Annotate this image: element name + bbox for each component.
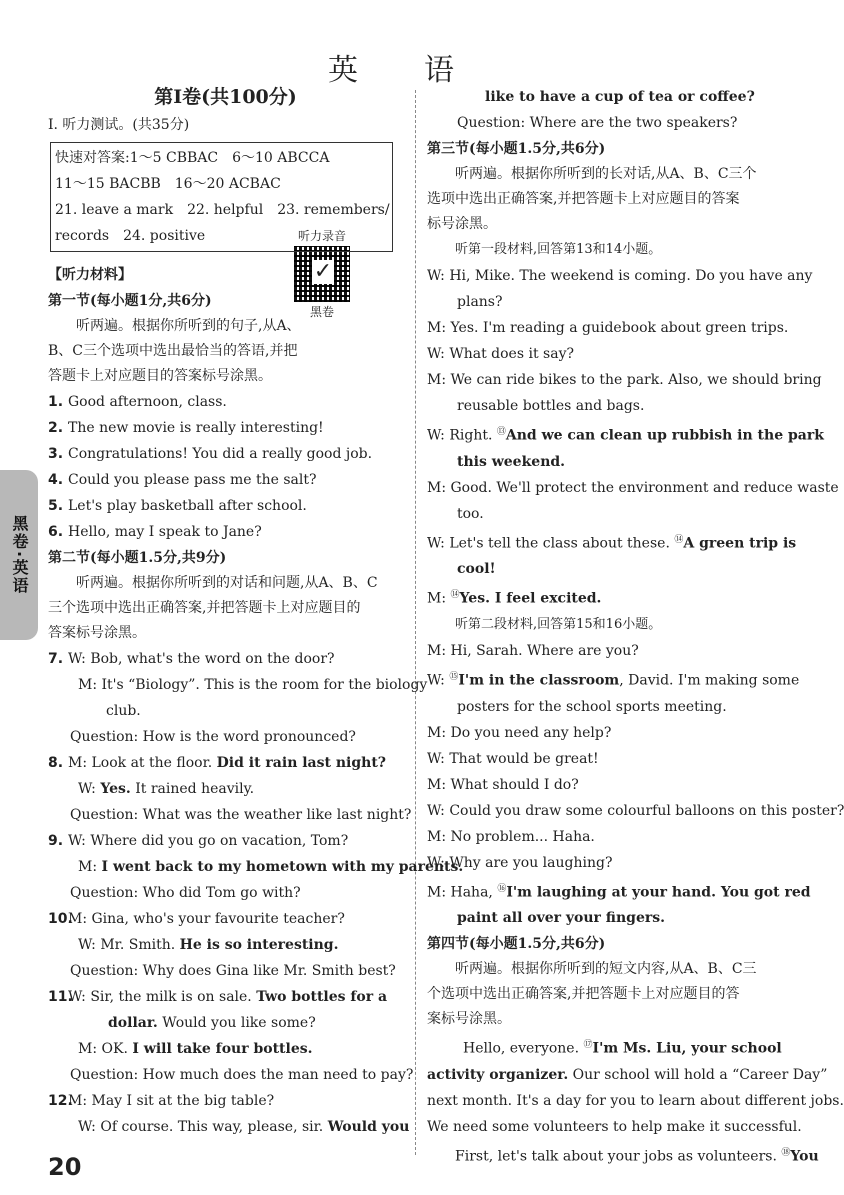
list-item (48, 493, 403, 519)
item-text: The new movie is really interesting! (68, 420, 324, 436)
dialog-line: club. (106, 703, 141, 719)
question-line: Question: What was the weather like last night? (70, 807, 412, 823)
column-divider (415, 90, 416, 1155)
instruction-line: 答案标号涂黑。 (48, 625, 146, 641)
item-text: Good afternoon, class. (68, 394, 227, 410)
dialog-line: posters for the school sports meeting. (457, 698, 727, 715)
dialog-line: M: No problem... Haha. (427, 828, 595, 845)
item-number: 2. (48, 420, 64, 436)
dialog-line: this weekend. (457, 453, 566, 470)
dialog-line (48, 646, 403, 672)
passage-line: Hello, everyone. ⑰I'm Ms. Liu, your school (463, 1040, 782, 1057)
item-number: 11. (48, 989, 73, 1005)
dialog-line: W: Hi, Mike. The weekend is coming. Do you have any (427, 268, 813, 284)
dialog-line: cool! (457, 561, 496, 578)
item-number: 9. (48, 833, 64, 849)
right-column (427, 84, 844, 1170)
instruction-line: 听两遍。根据你所听到的长对话,从A、B、C三个 (455, 166, 757, 182)
page-title: 英 语 (328, 53, 472, 88)
item-text: Congratulations! You did a really good job. (68, 446, 373, 462)
instruction-line: 听两遍。根据你所听到的短文内容,从A、B、C三 (455, 961, 757, 978)
instruction-line: 听两遍。根据你所听到的对话和问题,从A、B、C (76, 575, 378, 591)
dialog-line: W: What does it say? (427, 346, 574, 362)
dialog-line: W: Yes. It rained heavily. (78, 781, 255, 797)
dialog-line: 8. M: Look at the floor. Did it rain last night? (48, 750, 403, 776)
instruction-line: 案标号涂黑。 (427, 1011, 511, 1028)
instruction-line: 听两遍。根据你所听到的句子,从A、 (76, 318, 301, 334)
dialog-line: W: Mr. Smith. He is so interesting. (78, 937, 339, 953)
item-number: 7. (48, 651, 64, 667)
dialog-line: paint all over your fingers. (457, 910, 665, 927)
dialog-line: M: ⑭Yes. I feel excited. (427, 590, 602, 607)
section-heading: 第二节(每小题1.5分,共9分) (48, 550, 227, 566)
question-line: Question: Where are the two speakers? (457, 115, 738, 131)
material-heading: 听第一段材料,回答第13和14小题。 (455, 242, 662, 257)
answer-line: 21. leave a mark 22. helpful 23. remembers/ (55, 202, 390, 218)
dialog-line: M: Hi, Sarah. Where are you? (427, 642, 639, 659)
dialog-line: M: Do you need any help? (427, 724, 612, 741)
item-number: 5. (48, 498, 64, 514)
item-number: 12. (48, 1093, 73, 1109)
item-number: 8. (48, 755, 64, 771)
dialog-line: W: ⑮I'm in the classroom, David. I'm making some (427, 671, 800, 689)
dialog-line: W: Why are you laughing? (427, 854, 613, 871)
dialog-text: W: Bob, what's the word on the door? (68, 651, 335, 667)
answer-line: 11～15 BACBB 16～20 ACBAC (55, 176, 281, 192)
dialog-line: 11.W: Sir, the milk is on sale. Two bottles for a (48, 984, 403, 1010)
part-heading: Ⅰ. 听力测试。(共35分) (48, 117, 190, 133)
volume-title: 第Ⅰ卷(共100分) (154, 86, 297, 108)
question-line: Question: How is the word pronounced? (70, 729, 356, 745)
dialog-line: M: We can ride bikes to the park. Also, we should bring (427, 372, 822, 388)
instruction-line: 标号涂黑。 (427, 216, 497, 232)
passage-line: activity organizer. Our school will hold a “Career Day” (427, 1066, 828, 1083)
dialog-line: dollar. Would you like some? (108, 1015, 316, 1031)
list-item (48, 519, 403, 545)
instruction-line: 个选项中选出正确答案,并把答题卡上对应题目的答 (427, 986, 740, 1003)
passage-line: First, let's talk about your jobs as volunteers. ⑱You (455, 1147, 819, 1165)
item-text: Could you please pass me the salt? (68, 472, 317, 488)
list-item (48, 389, 403, 415)
list-item (48, 441, 403, 467)
dialog-line: plans? (457, 294, 503, 310)
item-text: Let's play basketball after school. (68, 498, 307, 514)
item-number: 10. (48, 911, 73, 927)
dialog-line: W: Could you draw some colourful balloons on this poster? (427, 802, 844, 819)
dialog-line: W: Let's tell the class about these. ⑭A green trip is (427, 534, 797, 552)
dialog-line: W: That would be great! (427, 750, 599, 767)
item-number: 6. (48, 524, 64, 540)
section-heading: 第四节(每小题1.5分,共6分) (427, 936, 606, 953)
passage-line: We need some volunteers to help make it successful. (427, 1118, 802, 1135)
dialog-line: 10.M: Gina, who's your favourite teacher? (48, 906, 403, 932)
question-line: Question: How much does the man need to pay? (70, 1067, 414, 1083)
dialog-line: W: Of course. This way, please, sir. Would you (78, 1119, 410, 1135)
answer-line: 快速对答案:1～5 CBBAC 6～10 ABCCA (55, 150, 330, 166)
list-item (48, 467, 403, 493)
instruction-line: 三个选项中选出正确答案,并把答题卡上对应题目的 (48, 600, 361, 616)
material-label: 【听力材料】 (48, 267, 132, 283)
left-column (48, 84, 464, 1140)
dialog-line: M: Good. We'll protect the environment and reduce waste (427, 479, 839, 496)
list-item (48, 415, 403, 441)
material-heading: 听第二段材料,回答第15和16小题。 (455, 616, 662, 632)
dialog-line: M: What should I do? (427, 776, 579, 793)
page-number: 20 (48, 1153, 82, 1181)
dialog-line: 12.M: May I sit at the big table? (48, 1088, 403, 1114)
item-number: 3. (48, 446, 64, 462)
item-text: Hello, may I speak to Jane? (68, 524, 262, 540)
section-heading: 第一节(每小题1分,共6分) (48, 293, 212, 309)
question-line: Question: Who did Tom go with? (70, 885, 301, 901)
dialog-line: M: Yes. I'm reading a guidebook about green trips. (427, 320, 789, 336)
dialog-line: W: Right. ⑬And we can clean up rubbish in the park (427, 427, 824, 444)
item-number: 4. (48, 472, 64, 488)
instruction-line: 选项中选出正确答案,并把答题卡上对应题目的答案 (427, 191, 740, 207)
qr-top-label: 听力录音 (297, 229, 346, 243)
dialog-line: like to have a cup of tea or coffee? (485, 89, 755, 105)
dialog-line: M: OK. I will take four bottles. (78, 1041, 313, 1057)
instruction-line: 答题卡上对应题目的答案标号涂黑。 (48, 368, 272, 384)
dialog-line: reusable bottles and bags. (457, 398, 645, 414)
passage-line: next month. It's a day for you to learn about different jobs. (427, 1092, 844, 1109)
answer-line: records 24. positive (55, 228, 206, 244)
dialog-line: M: It's “Biology”. This is the room for the biology (78, 677, 428, 693)
dialog-line: too. (457, 505, 484, 522)
qr-bottom-label: 黑卷 (309, 305, 334, 319)
dialog-line: M: I went back to my hometown with my parents. (78, 859, 464, 875)
item-number: 1. (48, 394, 64, 410)
instruction-line: B、C三个选项中选出最恰当的答语,并把 (48, 343, 298, 359)
dialog-line: M: Haha, ⑯I'm laughing at your hand. You got red (427, 883, 811, 901)
dialog-line: 9. W: Where did you go on vacation, Tom? (48, 828, 403, 854)
answer-box (50, 142, 393, 252)
section-heading: 第三节(每小题1.5分,共6分) (427, 141, 606, 157)
question-line: Question: Why does Gina like Mr. Smith best? (70, 963, 396, 979)
side-tab: 黑卷·英语 (0, 470, 38, 640)
